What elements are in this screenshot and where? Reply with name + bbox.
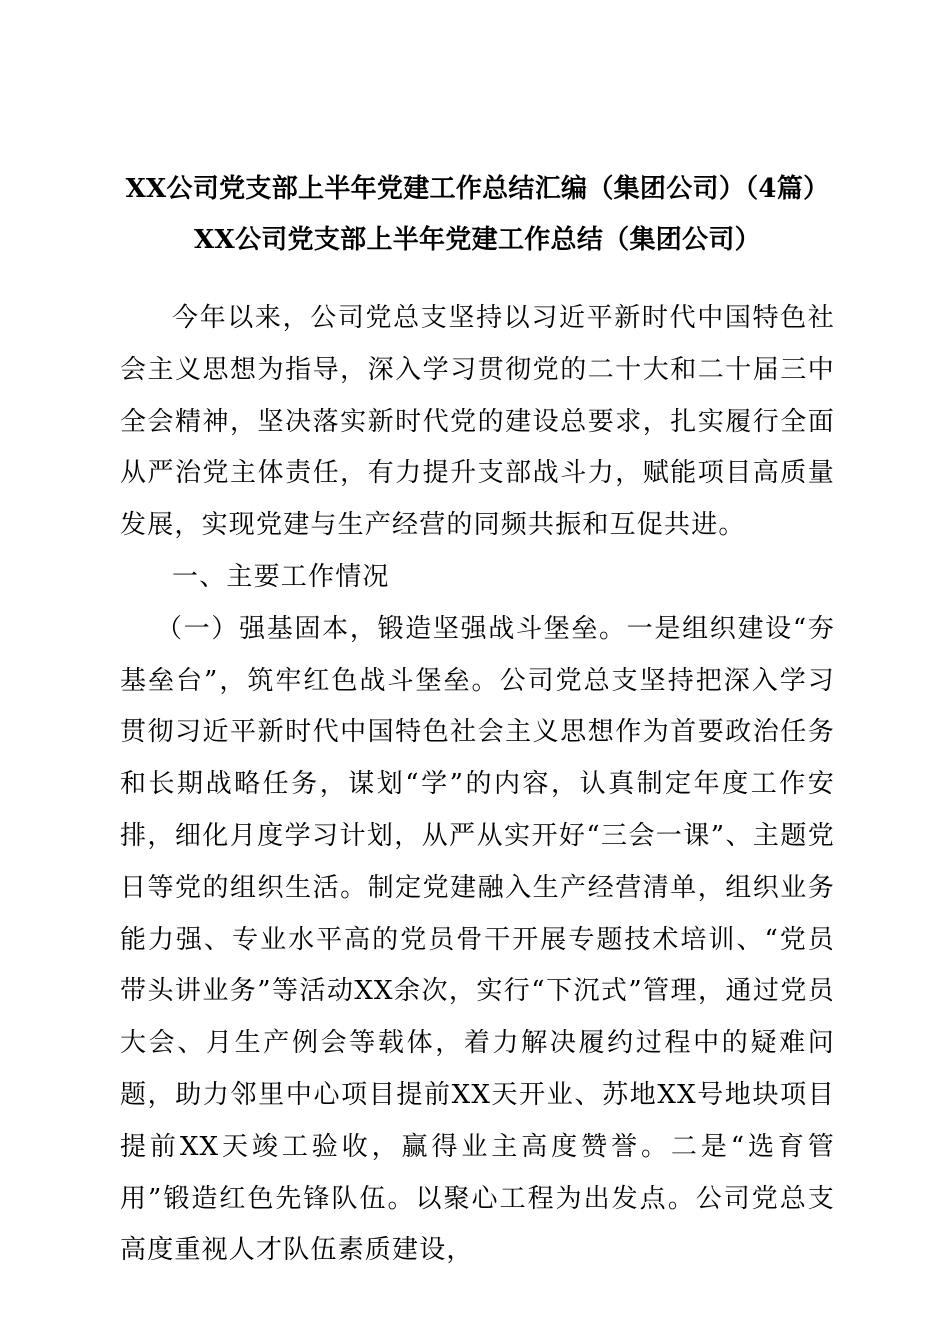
document-title: XX公司党支部上半年党建工作总结汇编（集团公司）（4篇） [125,174,830,204]
document-subtitle: XX公司党支部上半年党建工作总结（集团公司） [194,225,761,255]
document-body [120,293,835,1277]
section-heading: 一、主要工作情况 [172,561,390,592]
paragraph-section-1: （一）强基固本，锻造坚强战斗堡垒。一是组织建设“夯基垒台”，筑牢红色战斗堡垒。公司党总支坚持把深入学习贯彻习近平新时代中国特色社会主义思想作为首要政治任务和长期战略任务，谋划“学”的内容，认真制定年度工作安排，细化月度学习计划，从严从实开好“三会一课”、主题党日等党的组织生活。制定党建融入生产经营清单，组织业务能力强、专业水平高的党员骨干开展专题技术培训、“党员带头讲业务”等活动XX余次，实行“下沉式”管理，通过党员大会、月生产例会等载体，着力解决履约过程中的疑难问题，助力邻里中心项目提前XX天开业、苏地XX号地块项目提前XX天竣工验收，赢得业主高度赞誉。二是“选育管用”锻造红色先锋队伍。以聚心工程为出发点。公司党总支高度重视人才队伍素质建设， [120,613,835,1266]
paragraph-intro: 今年以来，公司党总支坚持以习近平新时代中国特色社会主义思想为指导，深入学习贯彻党的二十大和二十届三中全会精神，坚决落实新时代党的建设总要求，扎实履行全面从严治党主体责任，有力提升支部战斗力，赋能项目高质量发展，实现党建与生产经营的同频共振和互促共进。 [120,303,835,541]
